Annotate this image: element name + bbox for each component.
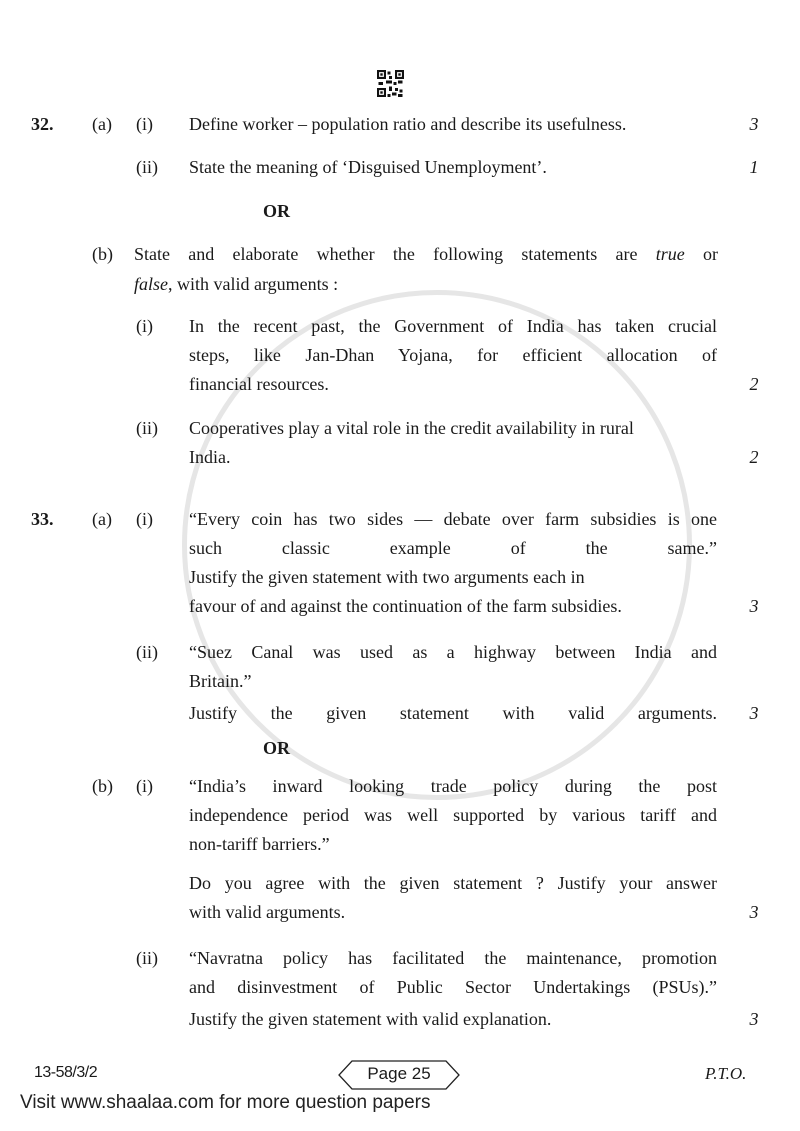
- text-segment: Britain.”: [189, 671, 252, 691]
- part-label: (b): [92, 244, 113, 264]
- marks: 3: [749, 596, 759, 616]
- text-segment: Define worker – population ratio and describe its usefulness.: [189, 114, 627, 134]
- sub-part-label: (i): [136, 509, 153, 529]
- pto-label: P.T.O.: [705, 1064, 747, 1083]
- marks: 3: [749, 902, 759, 922]
- question-text-line: [189, 343, 717, 367]
- question-text-line: [189, 946, 717, 970]
- text-segment: Justify the given statement with valid explanation.: [189, 1009, 552, 1029]
- marks: 2: [749, 374, 759, 394]
- question-text-line: [189, 112, 717, 136]
- question-text-line: [189, 1007, 717, 1031]
- part-label: (b): [92, 776, 113, 796]
- text-segment: Cooperatives play a vital role in the credit availability in rural: [189, 418, 634, 438]
- question-text-line: [189, 155, 717, 179]
- question-text-line: [189, 314, 717, 338]
- question-number: 32.: [31, 114, 54, 134]
- part-label: (a): [92, 509, 112, 529]
- question-text-line: [189, 803, 717, 827]
- question-text-line: [189, 416, 717, 440]
- text-segment: In the recent past, the Government of India has taken crucial: [189, 316, 717, 336]
- text-segment: steps, like Jan-Dhan Yojana, for efficient allocation of: [189, 345, 717, 365]
- question-text-line: [189, 594, 717, 618]
- italic-text: false: [134, 274, 168, 294]
- question-text-line: [189, 669, 717, 693]
- marks: 1: [749, 157, 759, 177]
- text-segment: “Navratna policy has facilitated the maintenance, promotion: [189, 948, 717, 968]
- text-segment: Justify the given statement with two arguments each in: [189, 567, 585, 587]
- italic-text: true: [655, 244, 685, 264]
- text-segment: “Every coin has two sides — debate over farm subsidies is one: [189, 509, 717, 529]
- marks: 2: [749, 447, 759, 467]
- qr-code-icon: [377, 70, 404, 97]
- page-number: Page 25: [367, 1064, 431, 1083]
- visit-link-text[interactable]: Visit www.shaalaa.com for more question papers: [20, 1092, 431, 1113]
- text-segment: Do you agree with the given statement ? Justify your answer: [189, 873, 717, 893]
- page-number-badge: [338, 1060, 460, 1090]
- question-text-line: [189, 701, 717, 725]
- text-segment: non-tariff barriers.”: [189, 834, 330, 854]
- question-text-line: [189, 975, 717, 999]
- question-text-line: [189, 640, 717, 664]
- question-text-line: [189, 871, 717, 895]
- sub-part-label: (ii): [136, 642, 158, 662]
- or-separator: OR: [263, 201, 290, 221]
- text-segment: , with valid arguments :: [168, 274, 339, 294]
- text-segment: with valid arguments.: [189, 902, 346, 922]
- text-segment: such classic example of the same.”: [189, 538, 717, 558]
- part-label: (a): [92, 114, 112, 134]
- question-text-line: [189, 372, 717, 396]
- text-segment: and disinvestment of Public Sector Undertakings (PSUs).”: [189, 977, 717, 997]
- sub-part-label: (ii): [136, 157, 158, 177]
- question-text-line: [189, 536, 717, 560]
- or-separator: OR: [263, 738, 290, 758]
- question-text-line: [189, 774, 717, 798]
- sub-part-label: (ii): [136, 948, 158, 968]
- question-text-line: [189, 507, 717, 531]
- text-segment: Justify the given statement with valid arguments.: [189, 703, 717, 723]
- text-segment: “Suez Canal was used as a highway between India and: [189, 642, 717, 662]
- marks: 3: [749, 703, 759, 723]
- marks: 3: [749, 114, 759, 134]
- part-intro-line: [134, 242, 718, 266]
- question-number: 33.: [31, 509, 54, 529]
- text-segment: independence period was well supported by various tariff and: [189, 805, 717, 825]
- paper-code: 13-58/3/2: [34, 1064, 98, 1081]
- sub-part-label: (i): [136, 114, 153, 134]
- question-text-line: [189, 565, 717, 589]
- question-text-line: [189, 900, 717, 924]
- text-segment: “India’s inward looking trade policy during the post: [189, 776, 717, 796]
- sub-part-label: (i): [136, 776, 153, 796]
- marks: 3: [749, 1009, 759, 1029]
- sub-part-label: (i): [136, 316, 153, 336]
- text-segment: favour of and against the continuation of the farm subsidies.: [189, 596, 622, 616]
- sub-part-label: (ii): [136, 418, 158, 438]
- text-segment: financial resources.: [189, 374, 329, 394]
- text-segment: State and elaborate whether the following statements are: [134, 244, 656, 264]
- question-text-line: [189, 445, 717, 469]
- text-segment: India.: [189, 447, 231, 467]
- text-segment: State the meaning of ‘Disguised Unemployment’.: [189, 157, 547, 177]
- text-segment: or: [684, 244, 718, 264]
- part-intro-line: [134, 272, 718, 296]
- question-text-line: [189, 832, 717, 856]
